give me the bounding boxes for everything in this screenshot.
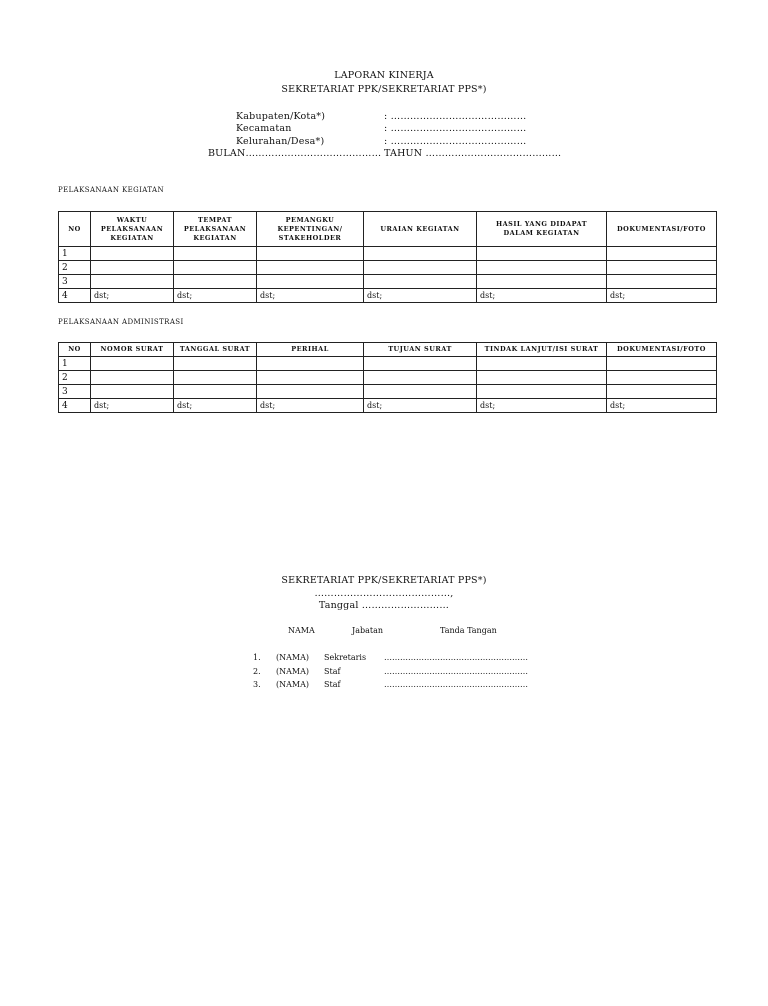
table-row xyxy=(59,247,717,261)
header-cell: NO xyxy=(59,343,91,357)
table-row xyxy=(59,289,717,303)
table-row xyxy=(59,357,717,371)
signature-row-no: 1. xyxy=(253,653,261,662)
table-cell: dst; xyxy=(174,289,257,303)
table-cell: dst; xyxy=(257,289,364,303)
header-cell: WAKTU PELAKSANAAN KEGIATAN xyxy=(91,212,174,247)
field-label-kabupaten: Kabupaten/Kota*) xyxy=(236,111,326,122)
table-cell xyxy=(364,357,477,371)
signature-row-jabatan: Sekretaris xyxy=(324,653,367,662)
table-row xyxy=(59,261,717,275)
table-cell xyxy=(257,261,364,275)
table-cell xyxy=(174,371,257,385)
table-cell xyxy=(364,261,477,275)
header-cell: NO xyxy=(59,212,91,247)
table-cell xyxy=(477,385,607,399)
table-cell xyxy=(364,275,477,289)
table-cell: 1 xyxy=(59,357,91,371)
table-cell xyxy=(174,275,257,289)
table-cell xyxy=(91,275,174,289)
table-cell xyxy=(477,247,607,261)
table-cell xyxy=(257,247,364,261)
table-cell xyxy=(364,385,477,399)
table-administrasi xyxy=(58,342,717,413)
table-cell xyxy=(607,357,717,371)
table-cell: dst; xyxy=(257,399,364,413)
signature-row-jabatan: Staf xyxy=(324,667,341,676)
signature-row-ttd-line: ……………………………………………… xyxy=(384,667,528,676)
table-header-row xyxy=(59,343,717,357)
signature-col-ttd: Tanda Tangan xyxy=(440,626,497,635)
table-cell: 2 xyxy=(59,371,91,385)
header-cell: TINDAK LANJUT/ISI SURAT xyxy=(477,343,607,357)
table-cell xyxy=(607,275,717,289)
field-label-kecamatan: Kecamatan xyxy=(236,123,292,134)
table-cell: 4 xyxy=(59,289,91,303)
signature-row-nama: (NAMA) xyxy=(276,667,309,676)
table-cell: dst; xyxy=(607,289,717,303)
table-cell xyxy=(477,371,607,385)
table-cell xyxy=(174,385,257,399)
table-cell: 4 xyxy=(59,399,91,413)
table-cell xyxy=(364,371,477,385)
table-cell xyxy=(91,371,174,385)
table-cell: dst; xyxy=(364,399,477,413)
table-cell xyxy=(607,247,717,261)
field-value-kecamatan: : …………………………………… xyxy=(384,123,527,134)
header-cell: NOMOR SURAT xyxy=(91,343,174,357)
table-header-row xyxy=(59,212,717,247)
field-value-kelurahan: : …………………………………… xyxy=(384,136,527,147)
table-cell xyxy=(477,261,607,275)
table-cell xyxy=(364,247,477,261)
table-cell xyxy=(91,247,174,261)
table-row xyxy=(59,371,717,385)
header-cell: DOKUMENTASI/FOTO xyxy=(607,212,717,247)
signature-row-no: 2. xyxy=(253,667,261,676)
table-kegiatan xyxy=(58,211,717,303)
signature-date: Tanggal ……………………… xyxy=(318,600,450,611)
signature-row-nama: (NAMA) xyxy=(276,680,309,689)
table-cell xyxy=(607,261,717,275)
header-cell: TANGGAL SURAT xyxy=(174,343,257,357)
table-cell xyxy=(257,275,364,289)
header-cell: URAIAN KEGIATAN xyxy=(364,212,477,247)
table-cell xyxy=(257,357,364,371)
header-cell: TUJUAN SURAT xyxy=(364,343,477,357)
field-tahun: TAHUN …………………………………… xyxy=(384,148,562,159)
table-cell: dst; xyxy=(91,289,174,303)
header-cell: TEMPAT PELAKSANAAN KEGIATAN xyxy=(174,212,257,247)
signature-col-nama: NAMA xyxy=(288,626,315,635)
table-cell: dst; xyxy=(174,399,257,413)
table-cell: dst; xyxy=(364,289,477,303)
signature-row-no: 3. xyxy=(253,680,261,689)
table-cell: 2 xyxy=(59,261,91,275)
section-title-kegiatan: PELAKSANAAN KEGIATAN xyxy=(58,186,165,194)
table-row xyxy=(59,275,717,289)
header-cell: PEMANGKU KEPENTINGAN/ STAKEHOLDER xyxy=(257,212,364,247)
field-value-kabupaten: : …………………………………… xyxy=(384,111,527,122)
page-subtitle: SEKRETARIAT PPK/SEKRETARIAT PPS*) xyxy=(281,84,487,95)
table-cell xyxy=(477,275,607,289)
table-cell xyxy=(174,357,257,371)
signature-col-jabatan: Jabatan xyxy=(352,626,384,635)
signature-place: ……………………………………, xyxy=(314,588,454,599)
signature-row-ttd-line: ……………………………………………… xyxy=(384,653,528,662)
table-cell: 1 xyxy=(59,247,91,261)
field-label-kelurahan: Kelurahan/Desa*) xyxy=(236,136,325,147)
table-row xyxy=(59,399,717,413)
table-cell xyxy=(174,247,257,261)
header-cell: HASIL YANG DIDAPAT DALAM KEGIATAN xyxy=(477,212,607,247)
table-cell xyxy=(91,385,174,399)
signature-title: SEKRETARIAT PPK/SEKRETARIAT PPS*) xyxy=(281,575,487,586)
table-cell: 3 xyxy=(59,275,91,289)
header-cell: PERIHAL xyxy=(257,343,364,357)
table-cell: dst; xyxy=(91,399,174,413)
table-cell xyxy=(174,261,257,275)
table-cell xyxy=(607,371,717,385)
table-cell xyxy=(257,385,364,399)
signature-row-nama: (NAMA) xyxy=(276,653,309,662)
signature-row-jabatan: Staf xyxy=(324,680,341,689)
field-bulan: BULAN…………………………………… xyxy=(208,148,382,159)
table-cell xyxy=(257,371,364,385)
table-cell: dst; xyxy=(477,399,607,413)
page-title: LAPORAN KINERJA xyxy=(334,70,434,81)
table-cell xyxy=(91,261,174,275)
table-cell: dst; xyxy=(607,399,717,413)
header-cell: DOKUMENTASI/FOTO xyxy=(607,343,717,357)
signature-row-ttd-line: ……………………………………………… xyxy=(384,680,528,689)
section-title-administrasi: PELAKSANAAN ADMINISTRASI xyxy=(58,318,184,326)
table-cell xyxy=(477,357,607,371)
table-cell: dst; xyxy=(477,289,607,303)
table-cell xyxy=(607,385,717,399)
table-cell: 3 xyxy=(59,385,91,399)
table-row xyxy=(59,385,717,399)
table-cell xyxy=(91,357,174,371)
